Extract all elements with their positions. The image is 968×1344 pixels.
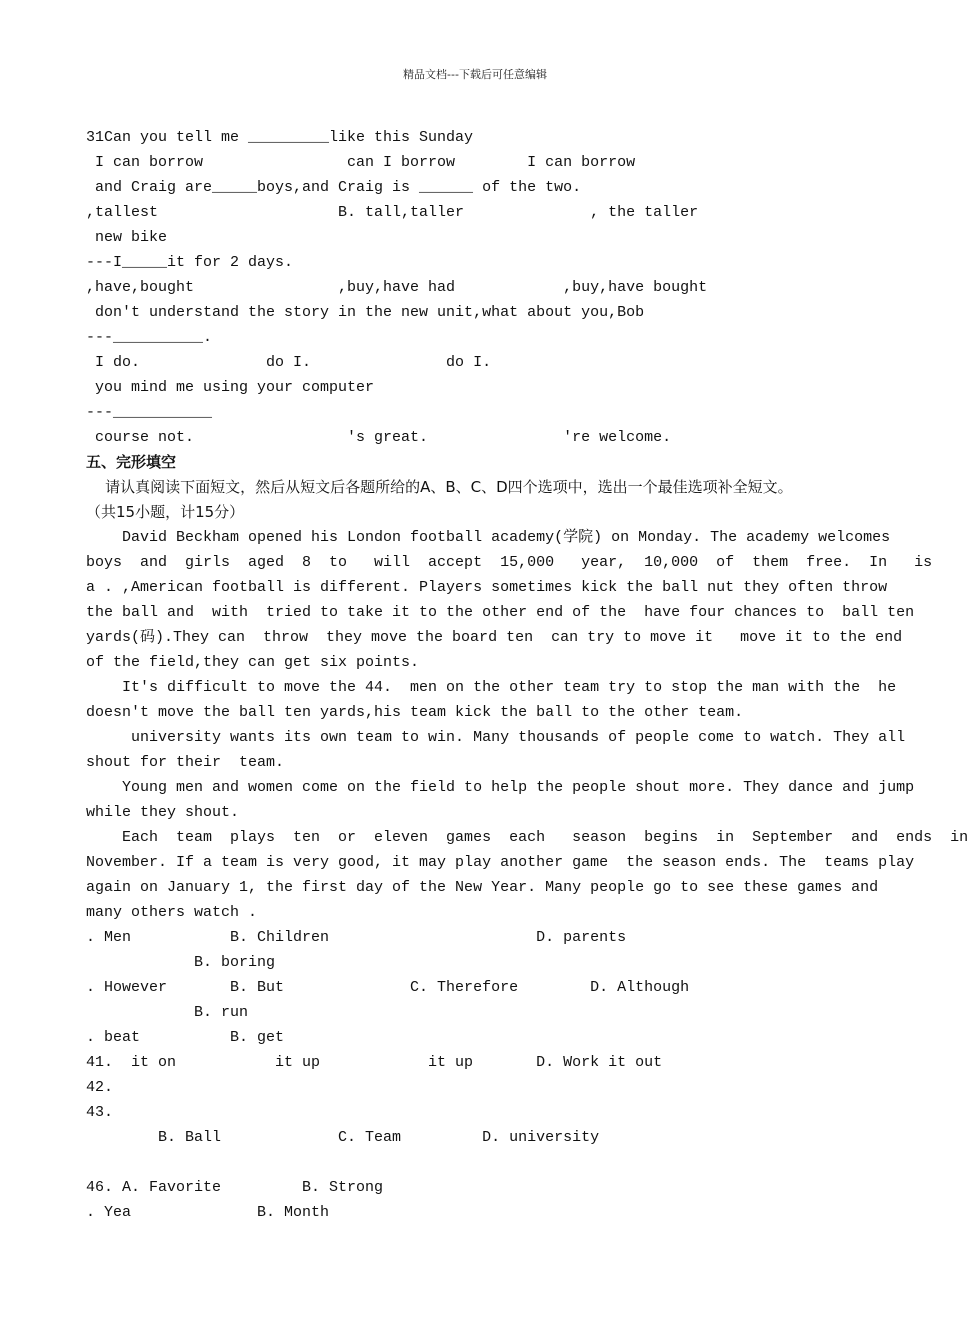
question-line: ---___________ (86, 404, 213, 421)
passage-line: a . ,American football is different. Players sometimes kick the ball nut they often throw (86, 579, 888, 596)
question-line: and Craig are_____boys,and Craig is ______ of the two. (86, 179, 582, 196)
question-line: new bike (86, 229, 168, 246)
passage-line: of the field,they can get six points. (86, 654, 420, 671)
option-line: . However B. But C. Therefore D. Although (86, 979, 690, 996)
answer-options (86, 925, 866, 1225)
option-line: 42. (86, 1079, 114, 1096)
passage-line: yards(码).They can throw they move the board ten can try to move it move it to the end (86, 629, 903, 646)
section-title: 五、完形填空 (86, 453, 177, 471)
option-line: B. run (86, 1004, 249, 1021)
page-header: 精品文档---下载后可任意编辑 (403, 68, 547, 81)
passage-line: Young men and women come on the field to help the people shout more. They dance and jump (86, 779, 915, 796)
option-line: . Men B. Children D. parents (86, 929, 627, 946)
option-line: . beat B. get (86, 1029, 285, 1046)
passage-line: the ball and with tried to take it to the other end of the have four chances to ball ten (86, 604, 915, 621)
option-line: 46. A. Favorite B. Strong (86, 1179, 384, 1196)
passage-line: David Beckham opened his London football academy(学院) on Monday. The academy welcomes (86, 529, 891, 546)
section-score: （共15小题，计15分） (86, 503, 245, 521)
question-line: you mind me using your computer (86, 379, 375, 396)
question-line: ---I_____it for 2 days. (86, 254, 294, 271)
passage-line: again on January 1, the first day of the New Year. Many people go to see these games and (86, 879, 879, 896)
question-lines (86, 125, 866, 450)
question-line: ,tallest B. tall,taller , the taller (86, 204, 699, 221)
option-line (86, 1150, 866, 1175)
option-line: 43. (86, 1104, 114, 1121)
passage-line: many others watch . (86, 904, 258, 921)
question-line: don't understand the story in the new unit,what about you,Bob (86, 304, 645, 321)
option-line: 41. it on it up it up D. Work it out (86, 1054, 663, 1071)
section-instruction: 请认真阅读下面短文，然后从短文后各题所给的A、B、C、D四个选项中，选出一个最佳选项补全短文。 (86, 478, 793, 496)
cloze-passage (86, 525, 968, 925)
passage-line: doesn't move the ball ten yards,his team kick the ball to the other team. (86, 704, 744, 721)
option-line: B. boring (86, 954, 276, 971)
passage-line: shout for their team. (86, 754, 285, 771)
passage-line: November. If a team is very good, it may play another game the season ends. The teams play (86, 854, 915, 871)
passage-line: university wants its own team to win. Many thousands of people come to watch. They all (86, 729, 906, 746)
passage-line: while they shout. (86, 804, 240, 821)
question-line: ---__________. (86, 329, 213, 346)
option-line: . Yea B. Month (86, 1204, 330, 1221)
passage-line: Each team plays ten or eleven games each season begins in September and ends in (86, 829, 968, 846)
passage-line: It's difficult to move the 44. men on the other team try to stop the man with the he (86, 679, 897, 696)
option-line: B. Ball C. Team D. university (86, 1129, 600, 1146)
question-line: ,have,bought ,buy,have had ,buy,have bought (86, 279, 708, 296)
passage-line: boys and girls aged 8 to will accept 15,000 year, 10,000 of them free. In is (86, 554, 933, 571)
document-body (86, 125, 968, 1225)
question-line: I can borrow can I borrow I can borrow (86, 154, 636, 171)
question-line: course not. 's great. 're welcome. (86, 429, 672, 446)
question-line: I do. do I. do I. (86, 354, 492, 371)
question-line: 31Can you tell me _________like this Sunday (86, 129, 474, 146)
